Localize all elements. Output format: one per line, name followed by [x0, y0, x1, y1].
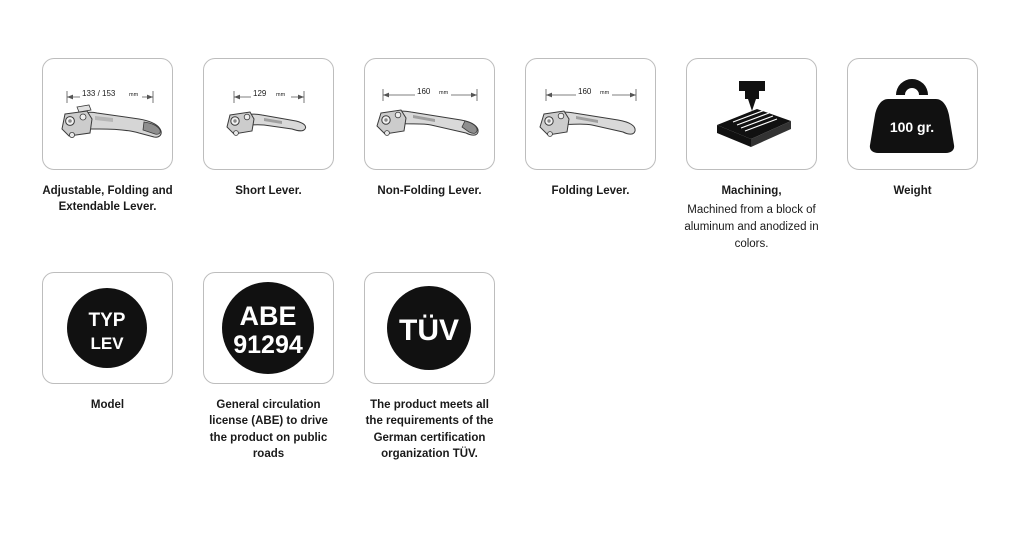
feature-caption: Non-Folding Lever.: [377, 185, 482, 197]
feature-caption: Short Lever.: [235, 185, 302, 197]
dimension-unit: mm: [276, 92, 286, 98]
model-badge-icon: [43, 273, 172, 383]
dimension-unit: mm: [439, 90, 449, 96]
lever-non-folding-icon: [365, 59, 494, 169]
cnc-machining-icon: [687, 59, 816, 169]
icon-card: [42, 272, 173, 384]
feature-item-model: [42, 272, 173, 413]
feature-item-tuv: [364, 272, 495, 462]
icon-card: [42, 58, 173, 170]
abe-badge-line2: 91294: [233, 331, 303, 359]
feature-row-top: [42, 58, 978, 252]
icon-card: [847, 58, 978, 170]
abe-badge-icon: [204, 273, 333, 383]
dimension-label: 160: [417, 87, 431, 96]
feature-caption: Folding Lever.: [551, 185, 630, 197]
dimension-label: 129: [253, 89, 267, 98]
lever-folding-icon: [526, 59, 655, 169]
feature-caption: Adjustable, Folding and Extendable Lever.: [42, 185, 173, 214]
weight-kettlebell-icon: [848, 59, 977, 169]
feature-caption: General circulation license (ABE) to drive the product on public roads: [209, 399, 328, 460]
feature-row-bottom: [42, 272, 525, 462]
tuv-badge-icon: [365, 273, 494, 383]
feature-caption: Weight: [893, 185, 932, 197]
feature-item-abe: [203, 272, 334, 462]
tuv-badge-text: TÜV: [399, 314, 459, 347]
feature-item-weight: [847, 58, 978, 199]
weight-badge-text: 100 gr.: [889, 119, 935, 135]
dimension-label: 133 / 153: [82, 89, 116, 98]
dimension-label: 160: [578, 87, 592, 96]
feature-item-adjustable-lever: [42, 58, 173, 216]
feature-caption: Machining,: [721, 185, 782, 197]
feature-item-machining: [686, 58, 817, 252]
feature-subcaption: Machined from a block of aluminum and anodized in colors.: [684, 204, 819, 250]
dimension-unit: mm: [600, 90, 610, 96]
icon-card: [525, 58, 656, 170]
icon-card: [364, 58, 495, 170]
feature-item-non-folding-lever: [364, 58, 495, 199]
dimension-unit: mm: [129, 92, 139, 98]
icon-card: [364, 272, 495, 384]
feature-caption: Model: [90, 399, 125, 411]
feature-item-short-lever: [203, 58, 334, 199]
lever-short-icon: [204, 59, 333, 169]
icon-card: [203, 58, 334, 170]
lever-adjustable-folding-icon: [43, 59, 172, 169]
icon-card: [686, 58, 817, 170]
model-badge-line2: LEV: [90, 334, 124, 353]
feature-caption: The product meets all the requirements of the German certification organization TÜV.: [365, 399, 494, 460]
model-badge-line1: TYP: [88, 310, 126, 331]
abe-badge-line1: ABE: [239, 301, 297, 331]
feature-item-folding-lever: [525, 58, 656, 199]
icon-card: [203, 272, 334, 384]
